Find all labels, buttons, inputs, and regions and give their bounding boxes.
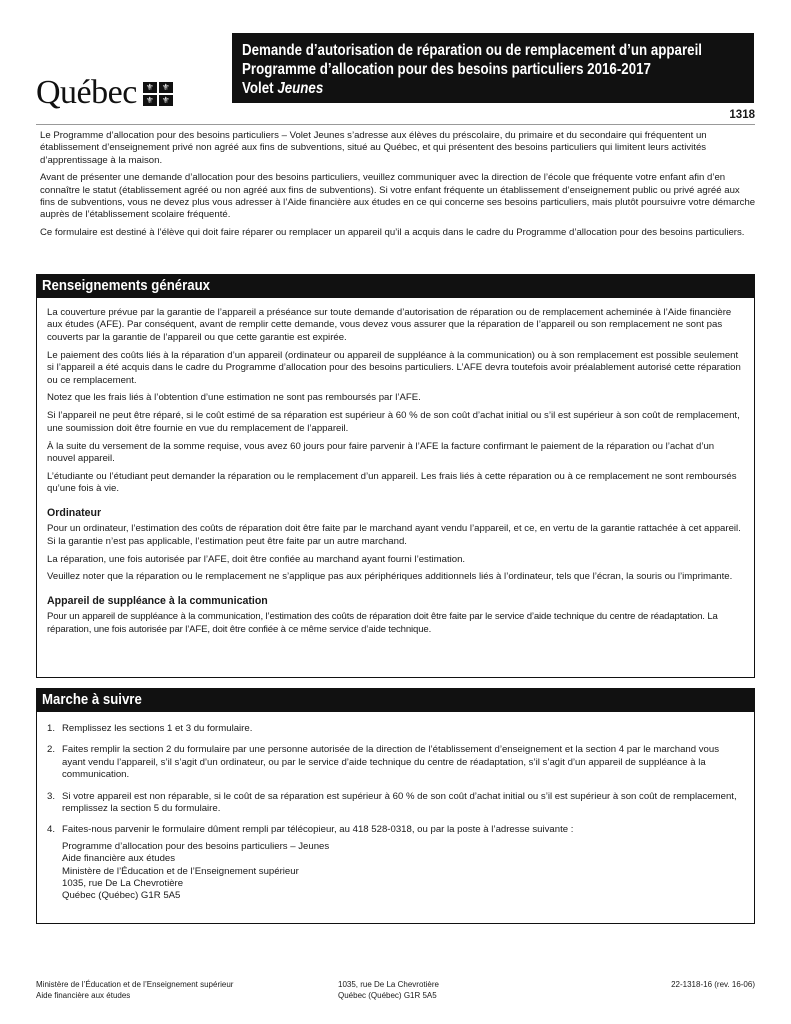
- form-number: 1318: [729, 109, 755, 121]
- address-line: Aide financière aux études: [62, 853, 176, 865]
- step-text: Faites remplir la section 2 du formulaire par une personne autorisée de la direction de l’établissement d’enseignement et la section 4 par le marchand vous ayant vendu l’appareil, s’il s’agit d’un ordinateur, ou par le service d’aide technique du centre de réadaptation, s’il s’agit d’un appareil de suppléance à la communication.: [62, 744, 720, 781]
- fleur-de-lis-icon: ⚜: [159, 82, 173, 93]
- steps-title: Marche à suivre: [42, 691, 142, 708]
- address-line: 1035, rue De La Chevrotière: [62, 878, 184, 890]
- step-item: [47, 723, 742, 735]
- intro-paragraph: Le Programme d’allocation pour des besoins particuliers – Volet Jeunes s’adresse aux élèves du préscolaire, du primaire et du secondaire qui fréquentent un établissement d’enseignement privé non agréé aux fins de subventions, situé au Québec, et qui présentent des besoins particuliers qui limitent leurs activités d’apprentissage à la maison.: [40, 130, 707, 166]
- intro-paragraph: Ce formulaire est destiné à l’élève qui doit faire réparer ou remplacer un appareil qu’il a acquis dans le cadre du Programme d’allocation pour des besoins particuliers.: [40, 226, 745, 238]
- computer-paragraph: Veuillez noter que la réparation ou le remplacement ne s’applique pas aux périphériques additionnels liés à l’ordinateur, tels que l’écran, la souris ou l’imprimante.: [47, 571, 733, 583]
- device-subheading: Appareil de suppléance à la communication: [47, 594, 268, 607]
- footer-ministry: [36, 979, 233, 1001]
- form-title-box: [232, 33, 754, 103]
- form-title-line-3: [242, 79, 674, 98]
- step-number: 1.: [47, 723, 56, 734]
- step-number: 2.: [47, 744, 56, 756]
- step-text: Faites-nous parvenir le formulaire dûment rempli par télécopieur, au 418 528-0318, ou par la poste à l’adresse suivante :: [62, 824, 574, 836]
- footer-line: 22-1318-16 (rev. 16-06): [671, 980, 755, 989]
- steps-header: [36, 688, 755, 712]
- footer-address: [338, 979, 439, 1001]
- form-title-line-1: Demande d’autorisation de réparation ou de remplacement d’un appareil: [242, 42, 702, 59]
- footer-form-code: [671, 979, 755, 990]
- step-text: Remplissez les sections 1 et 3 du formulaire.: [62, 723, 253, 734]
- step-item: [47, 824, 742, 902]
- footer-line: Québec (Québec) G1R 5A5: [338, 991, 437, 1000]
- header-divider: [36, 124, 755, 125]
- address-line: Ministère de l’Éducation et de l’Enseignement supérieur: [62, 865, 299, 877]
- general-paragraph: Si l’appareil ne peut être réparé, si le coût estimé de sa réparation est supérieur à 60 % de son coût d’achat initial ou s’il est supérieur à son coût de remplacement, une soumission doit être fournie en vue du remplacement de l’appareil.: [47, 410, 740, 434]
- address-line: Québec (Québec) G1R 5A5: [62, 890, 181, 902]
- fleur-de-lis-icon: ⚜: [143, 82, 157, 93]
- general-paragraph: Notez que les frais liés à l’obtention d’une estimation ne sont pas remboursés par l’AFE.: [47, 392, 421, 404]
- step-item: [47, 744, 742, 781]
- footer-line: 1035, rue De La Chevrotière: [338, 980, 439, 989]
- steps-section: [36, 712, 755, 924]
- footer-line: Aide financière aux études: [36, 991, 131, 1000]
- fleur-de-lis-icon: ⚜: [159, 95, 173, 106]
- steps-list: [47, 723, 742, 903]
- general-paragraph: La couverture prévue par la garantie de l’appareil a préséance sur toute demande d’autorisation de réparation ou de remplacement acheminée à l’Aide financière aux études (AFE). Par conséquent, avant de remplir cette demande, vous devez vous assurer que la réparation de l’appareil ou son remplacement ne sont pas couverts par la garantie de l’appareil ou que cette garantie est expirée.: [47, 307, 732, 343]
- footer-line: Ministère de l’Éducation et de l’Enseignement supérieur: [36, 980, 234, 989]
- mailing-address: [62, 841, 742, 903]
- general-info-section: [36, 298, 755, 678]
- step-item: [47, 791, 742, 816]
- step-text: Si votre appareil est non réparable, si le coût de sa réparation est supérieur à 60 % de son coût d’achat initial ou s’il est supérieur à son coût de remplacement, remplissez la section 5 du formulaire.: [62, 790, 737, 815]
- intro-text: [40, 130, 756, 244]
- computer-paragraph: La réparation, une fois autorisée par l’AFE, doit être confiée au marchand ayant fourni l’estimation.: [47, 553, 466, 565]
- device-paragraph: Pour un appareil de suppléance à la communication, l’estimation des coûts de réparation doit être faite par le service d’aide technique du centre de réadaptation. La réparation, une fois autorisée par l’AFE, doit être confiée à ce même service d’aide technique.: [47, 611, 718, 635]
- form-title-line-2: Programme d’allocation pour des besoins particuliers 2016-2017: [242, 61, 651, 78]
- logo-wordmark: Québec: [36, 74, 137, 111]
- address-line: Programme d’allocation pour des besoins particuliers – Jeunes: [62, 840, 330, 852]
- intro-paragraph: Avant de présenter une demande d’allocation pour des besoins particuliers, veuillez communiquer avec la direction de l’école que fréquente votre enfant afin d’en connaître le statut (établissement agréé ou non agréé aux fins de subventions). Si votre enfant fréquente un établissement d’enseignement public ou privé agréé aux fins de subventions, vous ne devez plus vous adresser à l’Aide financière aux études en ce qui concerne ses besoins particuliers, mais plutôt poursuivre votre démarche auprès de l’établissement scolaire fréquenté.: [40, 172, 756, 221]
- fleur-de-lis-flag-icon: [143, 82, 173, 106]
- general-info-title: Renseignements généraux: [42, 277, 210, 294]
- quebec-logo: [36, 76, 173, 110]
- computer-subheading: Ordinateur: [47, 506, 102, 519]
- volet-name: Jeunes: [277, 80, 324, 97]
- general-paragraph: À la suite du versement de la somme requise, vous avez 60 jours pour faire parvenir à l’AFE la facture confirmant le paiement de la réparation ou l’achat d’un nouvel appareil.: [47, 440, 715, 465]
- computer-paragraph: Pour un ordinateur, l’estimation des coûts de réparation doit être faite par le marchand ayant vendu l’appareil, et ce, en vertu de la garantie rattachée à cet appareil. Si la garantie n’est pas applicable, l’estimation peut être faite par un autre marchand.: [47, 523, 741, 547]
- step-number: 3.: [47, 790, 56, 802]
- step-number: 4.: [47, 824, 56, 836]
- general-info-header: [36, 274, 755, 298]
- volet-label: Volet: [242, 80, 278, 97]
- general-paragraph: Le paiement des coûts liés à la réparation d’un appareil (ordinateur ou appareil de suppléance à la communication) ou à son remplacement est possible seulement si l’appareil a été acquis dans le cadre du Programme d’allocation pour des besoins particuliers. L’AFE devra toutefois avoir préalablement autorisé cette réparation ou ce remplacement.: [47, 349, 741, 386]
- general-paragraph: L’étudiante ou l’étudiant peut demander la réparation ou le remplacement d’un appareil. Les frais liés à cette réparation ou à ce remplacement ne sont remboursés qu’une fois à vie.: [47, 470, 737, 495]
- fleur-de-lis-icon: ⚜: [143, 95, 157, 106]
